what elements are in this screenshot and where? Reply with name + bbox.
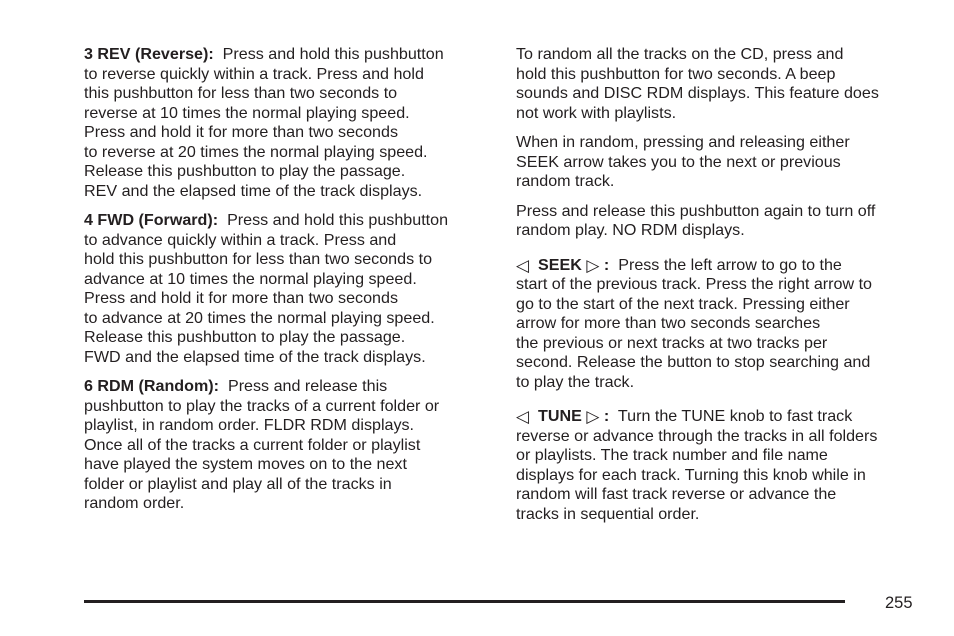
text-line: reverse or advance through the tracks in all folders [516, 426, 878, 445]
text-line: Press and hold it for more than two seconds [84, 123, 398, 141]
text-line: Press and release this [227, 377, 388, 395]
text-line: go to the start of the next track. Pressing either [516, 294, 850, 313]
rdm-paragraph [84, 377, 492, 514]
text-line: random track. [516, 172, 615, 190]
text-line: FWD and the elapsed time of the track displays. [84, 347, 426, 366]
text-line: to reverse at 20 times the normal playing speed. [84, 142, 428, 161]
text-line: SEEK arrow takes you to the next or previous [516, 152, 841, 171]
text-line: start of the previous track. Press the right arrow to [516, 275, 872, 293]
left-arrow-icon: ◁ [516, 255, 530, 275]
text-line: not work with playlists. [516, 103, 677, 122]
seek-paragraph [516, 256, 926, 393]
text-line: random will fast track reverse or advance the [516, 485, 837, 503]
text-line: To random all the tracks on the CD, press and [516, 45, 844, 63]
fwd-paragraph [84, 211, 492, 367]
right-arrow-icon: ▷ [586, 255, 600, 275]
text-line: Turn the TUNE knob to fast track [617, 407, 853, 425]
rev-heading: 3 REV (Reverse): [84, 45, 214, 63]
random-disc-paragraph [516, 45, 926, 123]
text-line: second. Release the button to stop searching and [516, 353, 871, 371]
text-line: Once all of the tracks a current folder or playlist [84, 435, 421, 454]
text-line: Press and release this pushbutton again to turn off [516, 201, 876, 220]
text-line: this pushbutton for less than two seconds to [84, 84, 398, 102]
text-line: random order. [84, 494, 185, 512]
fwd-heading: 4 FWD (Forward): [84, 211, 219, 229]
text-line: tracks in sequential order. [516, 504, 700, 523]
text-line: to advance quickly within a track. Press and [84, 230, 397, 249]
right-arrow-icon: ▷ [586, 407, 600, 426]
text-line: Release this pushbutton to play the passage. [84, 328, 406, 346]
text-line: hold this pushbutton for less than two seconds to [84, 250, 433, 268]
text-line: When in random, pressing and releasing either [516, 133, 850, 151]
seek-colon: : [603, 255, 610, 274]
text-line: to play the track. [516, 372, 635, 391]
text-line: advance at 10 times the normal playing speed. [84, 269, 417, 288]
left-arrow-icon: ◁ [516, 407, 530, 426]
text-line: REV and the elapsed time of the track displays. [84, 181, 423, 200]
text-line: playlist, in random order. FLDR RDM displays. [84, 416, 415, 434]
text-line: Release this pushbutton to play the passage. [84, 162, 406, 180]
footer-rule [84, 600, 845, 603]
text-line: the previous or next tracks at two tracks per [516, 333, 828, 352]
text-line: Press and hold this pushbutton [222, 45, 444, 63]
text-line: Press the left arrow to go to the [618, 255, 842, 274]
rdm-heading: 6 RDM (Random): [84, 377, 219, 395]
text-line: displays for each track. Turning this knob while in [516, 465, 866, 484]
random-off-paragraph [516, 202, 926, 241]
tune-label: TUNE [538, 407, 582, 425]
text-line: folder or playlist and play all of the tracks in [84, 474, 392, 493]
text-line: to reverse quickly within a track. Press and hold [84, 64, 424, 83]
left-column [84, 45, 492, 524]
right-column [516, 45, 926, 534]
text-line: reverse at 10 times the normal playing speed. [84, 103, 410, 122]
text-line: hold this pushbutton for two seconds. A beep [516, 64, 836, 83]
text-line: Press and hold it for more than two seconds [84, 289, 398, 307]
text-line: Press and hold this pushbutton [227, 211, 449, 229]
rev-paragraph [84, 45, 492, 201]
tune-colon: : [603, 407, 610, 425]
text-line: sounds and DISC RDM displays. This feature does [516, 84, 879, 102]
random-seek-paragraph [516, 133, 926, 192]
seek-label: SEEK [538, 255, 582, 274]
text-line: random play. NO RDM displays. [516, 221, 745, 239]
text-line: arrow for more than two seconds searches [516, 314, 821, 332]
text-line: to advance at 20 times the normal playing speed. [84, 308, 435, 327]
text-line: have played the system moves on to the next [84, 455, 407, 473]
page-number: 255 [885, 594, 913, 612]
text-line: pushbutton to play the tracks of a current folder or [84, 396, 440, 415]
tune-paragraph [516, 407, 926, 524]
text-line: or playlists. The track number and file name [516, 446, 828, 464]
